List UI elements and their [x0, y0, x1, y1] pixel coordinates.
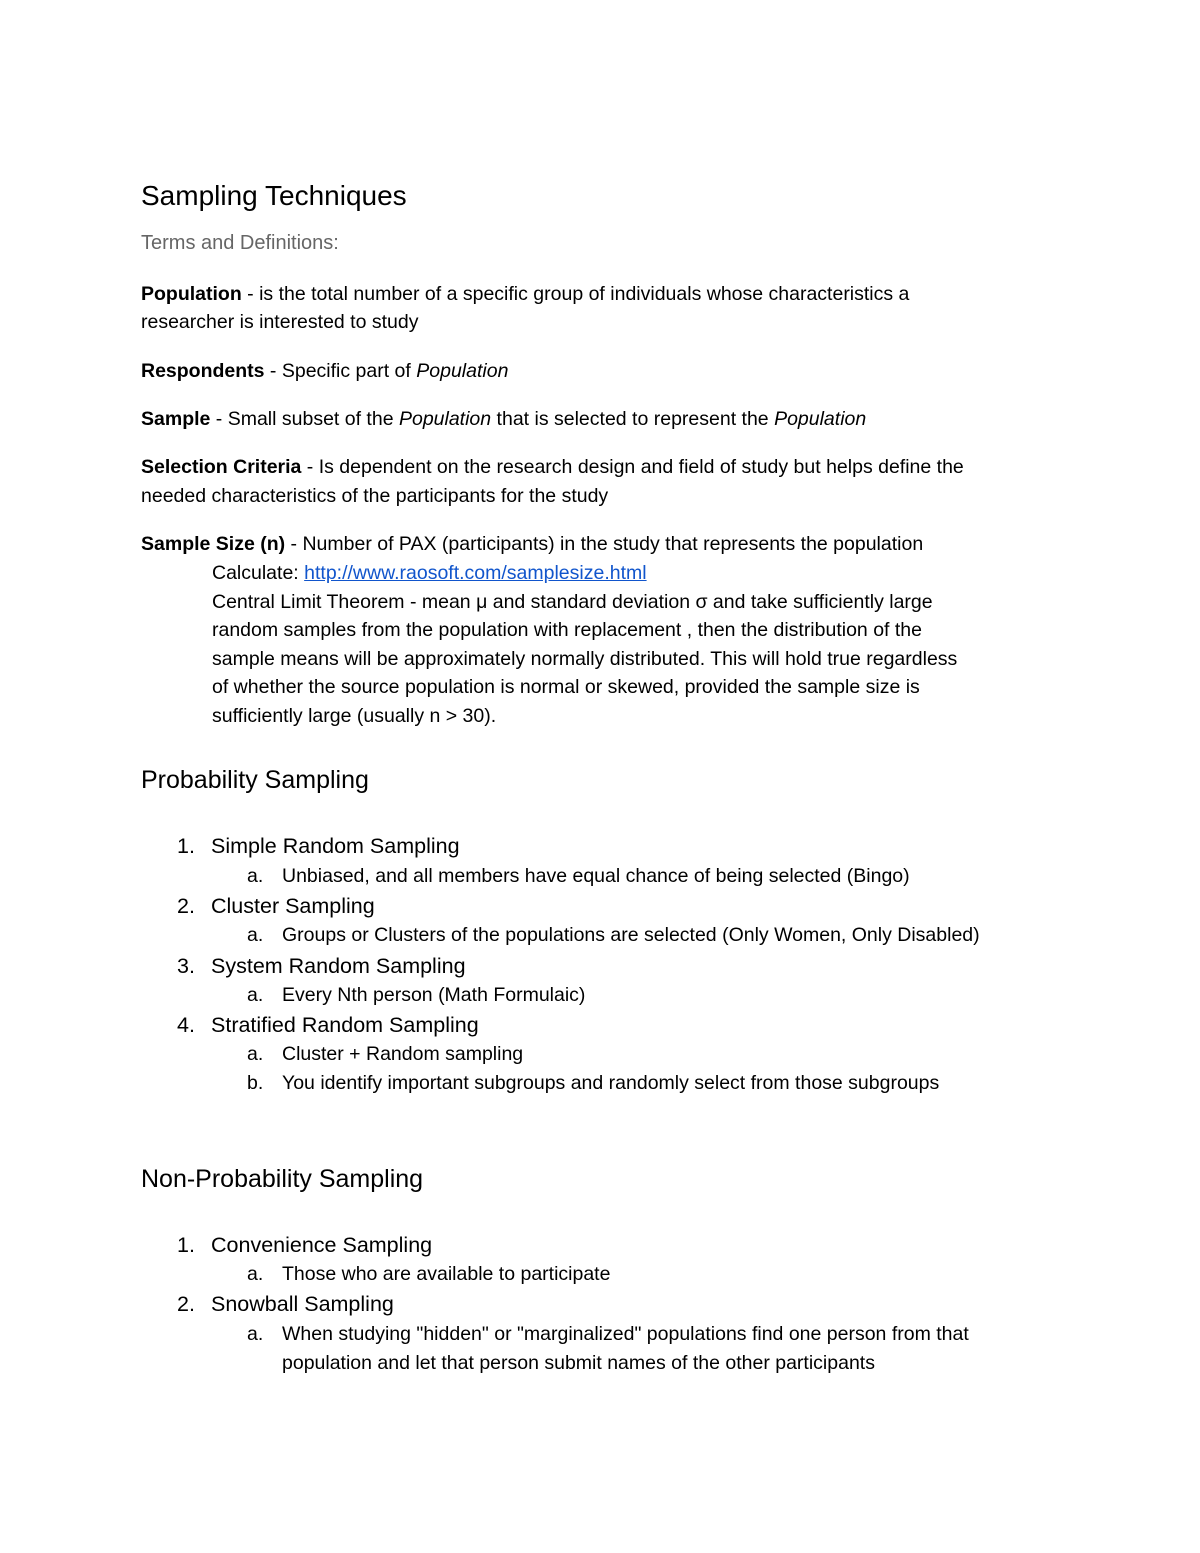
clt-line: sample means will be approximately normally distributed. This will hold true regardless	[212, 648, 958, 670]
list-item	[177, 894, 375, 919]
list-subitem	[247, 1323, 969, 1346]
definition-respondents-italic: Population	[416, 360, 509, 382]
list-letter: a.	[247, 924, 264, 946]
clt-line: of whether the source population is normal or skewed, provided the sample size is	[212, 676, 920, 698]
clt-line: random samples from the population with replacement , then the distribution of the	[212, 619, 922, 641]
list-subitem-continuation: population and let that person submit names of the other participants	[282, 1352, 875, 1374]
list-item	[177, 834, 460, 859]
calculate-label: Calculate:	[212, 562, 305, 584]
list-item	[177, 954, 466, 979]
list-letter: a.	[247, 1263, 264, 1285]
definition-sample-size-text: - Number of PAX (participants) in the study that represents the population	[285, 533, 924, 555]
list-subitem	[247, 984, 585, 1007]
definition-sample-italic-2: Population	[774, 408, 867, 430]
list-letter: b.	[247, 1072, 264, 1094]
term-respondents: Respondents	[141, 360, 265, 382]
definition-population	[141, 280, 909, 308]
definition-sample	[141, 405, 866, 433]
definition-selection-criteria	[141, 453, 964, 481]
list-subitem-label: Every Nth person (Math Formulaic)	[282, 984, 586, 1006]
list-subitem-label: When studying "hidden" or "marginalized" populations find one person from that	[282, 1323, 969, 1345]
term-sample-size: Sample Size (n)	[141, 533, 286, 555]
nonprobability-heading: Non-Probability Sampling	[141, 1165, 424, 1193]
list-subitem-label: You identify important subgroups and randomly select from those subgroups	[282, 1072, 940, 1094]
term-selection-criteria: Selection Criteria	[141, 456, 302, 478]
definition-selection-text: - Is dependent on the research design and field of study but helps define the	[301, 456, 964, 478]
definition-sample-italic-1: Population	[398, 408, 492, 430]
list-letter: a.	[247, 1043, 264, 1065]
list-subitem-label: Cluster + Random sampling	[282, 1043, 524, 1065]
definition-sample-text-mid: that is selected to represent the	[491, 408, 775, 430]
list-subitem	[247, 1043, 523, 1066]
list-subitem	[247, 865, 910, 888]
list-item-label: Cluster Sampling	[211, 894, 375, 918]
list-letter: a.	[247, 984, 264, 1006]
clt-line: sufficiently large (usually n > 30).	[212, 705, 497, 727]
calculate-line	[212, 559, 647, 587]
list-letter: a.	[247, 865, 264, 887]
list-subitem-label: Groups or Clusters of the populations are selected (Only Women, Only Disabled)	[282, 924, 980, 946]
list-item	[177, 1013, 479, 1038]
list-subitem	[247, 1263, 610, 1286]
raosoft-link[interactable]: http://www.raosoft.com/samplesize.html	[304, 562, 647, 584]
list-subitem	[247, 1072, 939, 1095]
list-item-label: Snowball Sampling	[211, 1292, 394, 1316]
definition-selection-line2: needed characteristics of the participants for the study	[141, 485, 609, 507]
list-subitem-label: Unbiased, and all members have equal chance of being selected (Bingo)	[282, 865, 910, 887]
list-number: 3.	[177, 954, 195, 978]
probability-heading: Probability Sampling	[141, 766, 369, 794]
page-subtitle: Terms and Definitions:	[141, 232, 339, 254]
definition-respondents-text: - Specific part of	[264, 360, 417, 382]
list-number: 4.	[177, 1013, 195, 1037]
list-letter: a.	[247, 1323, 264, 1345]
definition-population-line2: researcher is interested to study	[141, 311, 419, 333]
clt-line: Central Limit Theorem - mean μ and standard deviation σ and take sufficiently large	[212, 591, 933, 613]
list-number: 2.	[177, 894, 195, 918]
list-number: 2.	[177, 1292, 195, 1316]
list-item-label: System Random Sampling	[211, 954, 466, 978]
list-subitem	[247, 924, 980, 947]
list-item	[177, 1233, 432, 1258]
list-item-label: Convenience Sampling	[211, 1233, 433, 1257]
list-item-label: Simple Random Sampling	[211, 834, 460, 858]
definition-sample-text: - Small subset of the	[210, 408, 399, 430]
definition-sample-size	[141, 530, 923, 558]
page-title: Sampling Techniques	[141, 180, 407, 211]
list-subitem-label: Those who are available to participate	[282, 1263, 611, 1285]
list-item-label: Stratified Random Sampling	[211, 1013, 479, 1037]
list-number: 1.	[177, 1233, 195, 1257]
definition-population-text: - is the total number of a specific group of individuals whose characteristics a	[241, 283, 910, 305]
list-item	[177, 1292, 394, 1317]
term-population: Population	[141, 283, 242, 305]
term-sample: Sample	[141, 408, 211, 430]
list-number: 1.	[177, 834, 195, 858]
definition-respondents	[141, 357, 508, 385]
